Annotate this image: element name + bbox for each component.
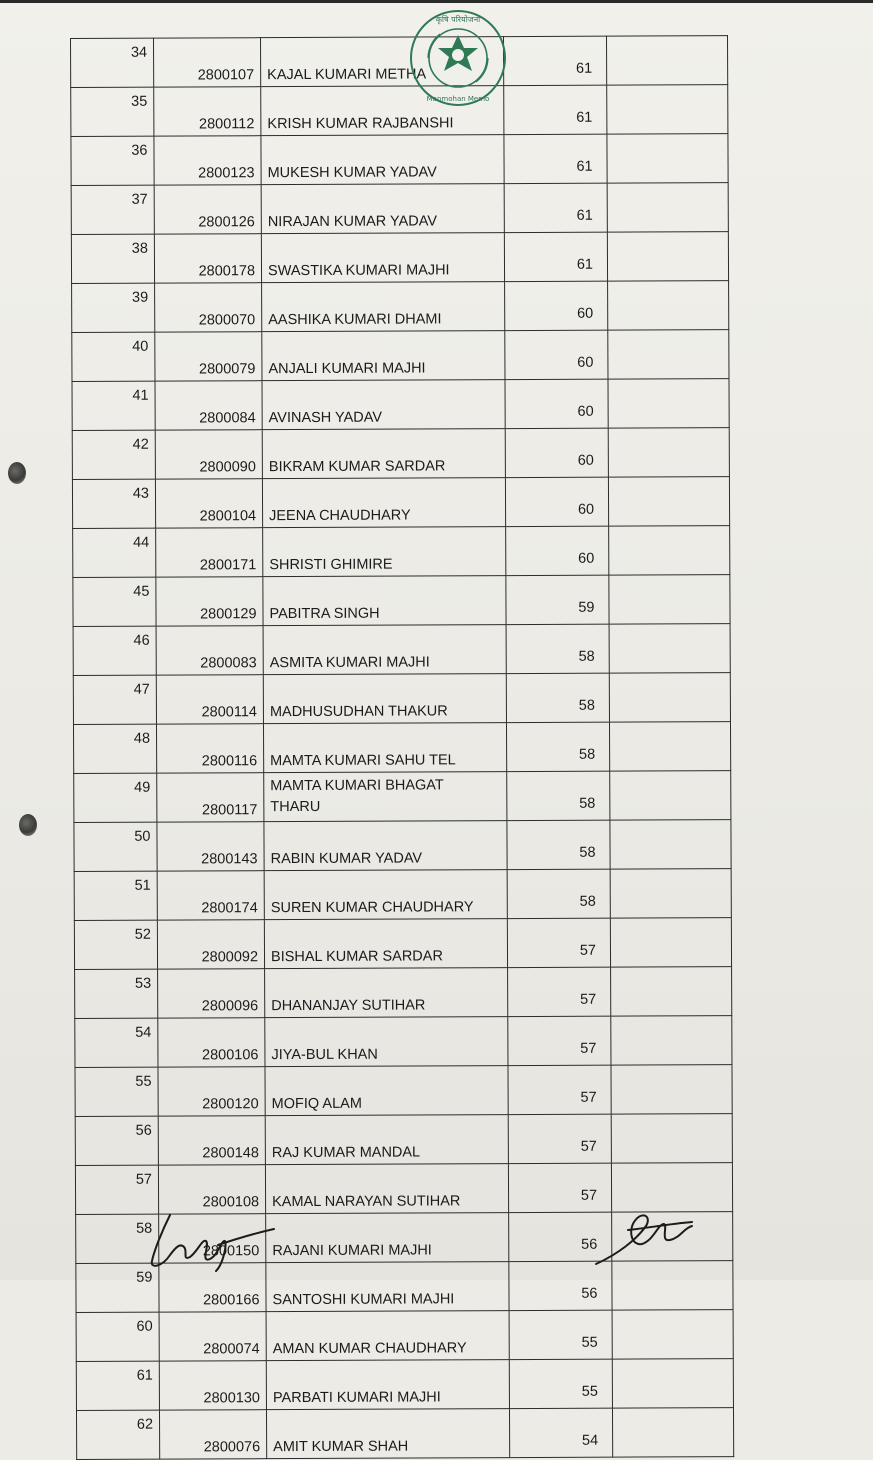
remarks-cell — [610, 771, 731, 821]
serial-number-cell: 44 — [73, 528, 156, 577]
svg-text:कृषि परियोजना: कृषि परियोजना — [435, 15, 481, 24]
serial-number-cell: 37 — [71, 185, 154, 234]
serial-number-cell: 53 — [75, 969, 158, 1018]
roll-number-cell: 2800150 — [159, 1214, 266, 1263]
roll-number-cell: 2800104 — [155, 479, 262, 528]
roll-number-cell: 2800106 — [158, 1018, 265, 1067]
student-name-cell: MUKESH KUMAR YADAV — [261, 135, 504, 185]
table-row — [75, 1114, 732, 1166]
roll-number-cell: 2800076 — [159, 1410, 266, 1459]
punch-hole — [19, 814, 37, 836]
marks-cell: 57 — [508, 1065, 611, 1114]
roll-number-cell: 2800130 — [159, 1361, 266, 1410]
marks-cell: 57 — [508, 1016, 611, 1065]
roll-number-cell: 2800148 — [158, 1116, 265, 1165]
roll-number-cell: 2800123 — [154, 136, 261, 185]
remarks-cell — [609, 722, 730, 772]
roll-number-cell: 2800126 — [154, 185, 261, 234]
table-row — [75, 1016, 732, 1068]
roll-number-cell: 2800092 — [157, 920, 264, 969]
table-row — [76, 1359, 733, 1411]
student-name-cell: JIYA-BUL KHAN — [265, 1017, 508, 1067]
marks-cell: 58 — [507, 869, 610, 918]
student-name-cell — [264, 772, 507, 822]
institution-seal-icon — [408, 8, 508, 108]
table-row — [71, 36, 728, 88]
remarks-cell — [610, 869, 731, 919]
marks-cell: 61 — [504, 85, 607, 134]
roll-number-cell: 2800096 — [158, 969, 265, 1018]
remarks-cell — [612, 1408, 733, 1458]
roll-number-cell: 2800143 — [157, 822, 264, 871]
marks-cell: 60 — [505, 477, 608, 526]
student-name-cell: SUREN KUMAR CHAUDHARY — [264, 870, 507, 920]
table-row — [73, 624, 730, 676]
remarks-cell — [612, 1310, 733, 1360]
remarks-cell — [608, 379, 729, 429]
table-row — [72, 379, 729, 431]
student-name-cell: RAJANI KUMARI MAJHI — [266, 1213, 509, 1263]
table-row — [72, 477, 729, 529]
marks-cell: 56 — [509, 1261, 612, 1310]
serial-number-cell: 45 — [73, 577, 156, 626]
marks-cell: 57 — [508, 1163, 611, 1212]
remarks-cell — [608, 281, 729, 331]
marks-cell: 57 — [507, 918, 610, 967]
signature-left — [140, 1203, 280, 1273]
roll-number-cell: 2800116 — [156, 724, 263, 773]
student-name-cell: MAMTA KUMARI SAHU TEL — [263, 723, 506, 773]
remarks-cell — [609, 624, 730, 674]
signature-right — [588, 1200, 698, 1270]
marks-cell: 57 — [508, 1114, 611, 1163]
remarks-cell — [608, 428, 729, 478]
table-row — [73, 575, 730, 627]
serial-number-cell: 60 — [76, 1312, 159, 1361]
remarks-cell — [607, 85, 728, 135]
remarks-cell — [611, 967, 732, 1017]
serial-number-cell: 52 — [74, 920, 157, 969]
table-row — [71, 183, 728, 235]
student-name-line: THARU — [270, 798, 321, 816]
roll-number-cell: 2800178 — [154, 234, 261, 283]
student-name-line: MAMTA KUMARI BHAGAT — [270, 777, 444, 795]
student-name-cell: ANJALI KUMARI MAJHI — [262, 331, 505, 381]
remarks-cell — [609, 673, 730, 723]
roll-number-cell: 2800117 — [157, 773, 264, 822]
serial-number-cell: 47 — [73, 675, 156, 724]
student-name-cell: PABITRA SINGH — [263, 576, 506, 626]
marks-cell: 55 — [509, 1359, 612, 1408]
serial-number-cell: 34 — [71, 38, 154, 87]
table-row — [72, 281, 729, 333]
student-name-cell: KAMAL NARAYAN SUTIHAR — [265, 1164, 508, 1214]
student-name-cell: PARBATI KUMARI MAJHI — [266, 1360, 509, 1410]
serial-number-cell: 58 — [76, 1214, 159, 1263]
punch-hole — [8, 462, 26, 484]
remarks-cell — [610, 820, 731, 870]
student-name-cell: MADHUSUDHAN THAKUR — [263, 674, 506, 724]
marks-cell: 60 — [505, 428, 608, 477]
student-name-cell: SWASTIKA KUMARI MAJHI — [261, 233, 504, 283]
remarks-cell — [612, 1359, 733, 1409]
serial-number-cell: 49 — [74, 773, 157, 822]
marks-cell: 60 — [505, 330, 608, 379]
marks-cell: 59 — [506, 575, 609, 624]
marks-cell: 58 — [506, 624, 609, 673]
marks-cell: 58 — [507, 771, 610, 820]
table-row — [74, 918, 731, 970]
marks-cell: 56 — [509, 1212, 612, 1261]
table-row — [76, 1310, 733, 1362]
roll-number-cell: 2800112 — [154, 87, 261, 136]
serial-number-cell: 57 — [75, 1165, 158, 1214]
serial-number-cell: 51 — [74, 871, 157, 920]
remarks-cell — [611, 1065, 732, 1115]
results-table-container — [70, 35, 705, 1456]
serial-number-cell: 54 — [75, 1018, 158, 1067]
student-name-cell: AMIT KUMAR SHAH — [266, 1409, 509, 1459]
marks-cell: 57 — [508, 967, 611, 1016]
roll-number-cell: 2800079 — [155, 332, 262, 381]
student-name-cell: DHANANJAY SUTIHAR — [265, 968, 508, 1018]
marks-cell: 61 — [504, 134, 607, 183]
student-name-cell: SHRISTI GHIMIRE — [263, 527, 506, 577]
serial-number-cell: 35 — [71, 87, 154, 136]
table-row — [73, 722, 730, 774]
remarks-cell — [610, 918, 731, 968]
serial-number-cell: 59 — [76, 1263, 159, 1312]
serial-number-cell: 61 — [76, 1361, 159, 1410]
marks-cell: 61 — [503, 36, 606, 85]
roll-number-cell: 2800070 — [155, 283, 262, 332]
marks-cell: 58 — [506, 673, 609, 722]
table-row — [76, 1408, 733, 1460]
roll-number-cell: 2800166 — [159, 1263, 266, 1312]
svg-text:Manmohan Memo: Manmohan Memo — [426, 95, 490, 103]
remarks-cell — [607, 183, 728, 233]
table-row — [73, 673, 730, 725]
marks-cell: 55 — [509, 1310, 612, 1359]
remarks-cell — [611, 1016, 732, 1066]
remarks-cell — [609, 526, 730, 576]
serial-number-cell: 46 — [73, 626, 156, 675]
roll-number-cell: 2800114 — [156, 675, 263, 724]
serial-number-cell: 50 — [74, 822, 157, 871]
marks-cell: 61 — [504, 183, 607, 232]
roll-number-cell: 2800174 — [157, 871, 264, 920]
student-name-cell: ASMITA KUMARI MAJHI — [263, 625, 506, 675]
table-row — [74, 869, 731, 921]
remarks-cell — [606, 36, 727, 86]
student-name-cell: RABIN KUMAR YADAV — [264, 821, 507, 871]
remarks-cell — [608, 330, 729, 380]
student-name-cell: SANTOSHI KUMARI MAJHI — [266, 1262, 509, 1312]
marks-cell: 58 — [507, 820, 610, 869]
roll-number-cell: 2800090 — [155, 430, 262, 479]
student-name-cell: BIKRAM KUMAR SARDAR — [262, 429, 505, 479]
student-name-cell: AVINASH YADAV — [262, 380, 505, 430]
marks-cell: 60 — [505, 379, 608, 428]
student-name-cell: KAJAL KUMARI METHA — [261, 37, 504, 87]
student-name-cell: JEENA CHAUDHARY — [262, 478, 505, 528]
remarks-cell — [607, 232, 728, 282]
roll-number-cell: 2800171 — [156, 528, 263, 577]
student-name-cell: BISHAL KUMAR SARDAR — [264, 919, 507, 969]
serial-number-cell: 55 — [75, 1067, 158, 1116]
table-row — [71, 232, 728, 284]
student-name-cell: MOFIQ ALAM — [265, 1066, 508, 1116]
student-name-cell: KRISH KUMAR RAJBANSHI — [261, 86, 504, 136]
table-row — [75, 967, 732, 1019]
table-row — [74, 771, 731, 823]
marks-cell: 61 — [504, 232, 607, 281]
remarks-cell — [608, 477, 729, 527]
roll-number-cell: 2800120 — [158, 1067, 265, 1116]
serial-number-cell: 43 — [72, 479, 155, 528]
marks-cell: 60 — [505, 281, 608, 330]
table-row — [72, 330, 729, 382]
marks-cell: 60 — [506, 526, 609, 575]
remarks-cell — [611, 1114, 732, 1164]
serial-number-cell: 38 — [71, 234, 154, 283]
roll-number-cell: 2800083 — [156, 626, 263, 675]
student-name-cell: AMAN KUMAR CHAUDHARY — [266, 1311, 509, 1361]
serial-number-cell: 42 — [72, 430, 155, 479]
student-name-cell: NIRAJAN KUMAR YADAV — [261, 184, 504, 234]
table-row — [74, 820, 731, 872]
student-name-cell: AASHIKA KUMARI DHAMI — [262, 282, 505, 332]
table-row — [71, 85, 728, 137]
remarks-cell — [609, 575, 730, 625]
roll-number-cell: 2800107 — [154, 38, 261, 87]
student-name-cell: RAJ KUMAR MANDAL — [265, 1115, 508, 1165]
serial-number-cell: 40 — [72, 332, 155, 381]
roll-number-cell: 2800084 — [155, 381, 262, 430]
serial-number-cell: 56 — [75, 1116, 158, 1165]
roll-number-cell: 2800074 — [159, 1312, 266, 1361]
table-row — [72, 428, 729, 480]
table-row — [71, 134, 728, 186]
roll-number-cell: 2800108 — [158, 1165, 265, 1214]
table-row — [75, 1065, 732, 1117]
table-row — [73, 526, 730, 578]
roll-number-cell: 2800129 — [156, 577, 263, 626]
serial-number-cell: 36 — [71, 136, 154, 185]
marks-cell: 58 — [506, 722, 609, 771]
marks-cell: 54 — [509, 1408, 612, 1457]
remarks-cell — [607, 134, 728, 184]
serial-number-cell: 48 — [73, 724, 156, 773]
page-top-edge — [0, 0, 873, 3]
serial-number-cell: 39 — [72, 283, 155, 332]
serial-number-cell: 62 — [76, 1410, 159, 1459]
serial-number-cell: 41 — [72, 381, 155, 430]
